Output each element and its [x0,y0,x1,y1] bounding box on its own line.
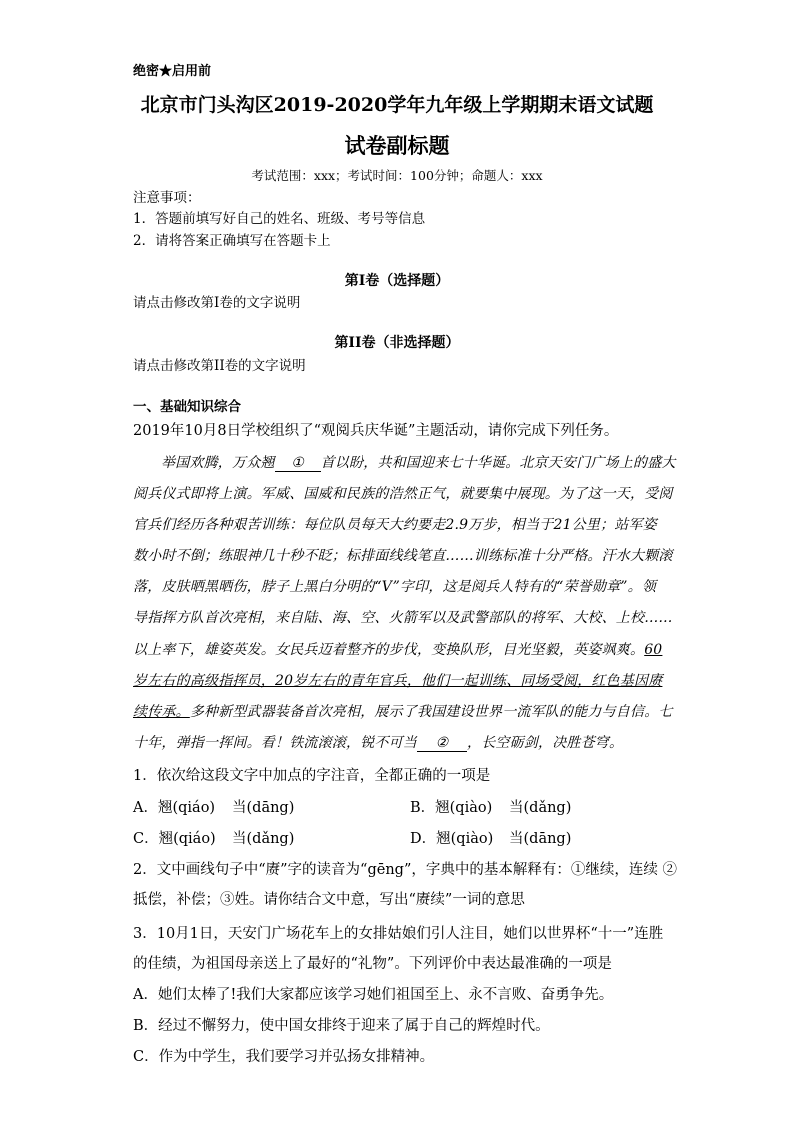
passage-line-8-underlined: 岁左右的高级指挥员，20岁左右的青年官兵，他们一起训练、同场受阅，红色基因赓 [133,673,663,689]
passage-line-7 [133,639,662,659]
passage-line-10 [133,732,623,752]
passage-line-4: 数小时不倒；练眼神几十秒不眨；标排面线线笔直……训练标准十分严格。汗水大颗滚 [133,548,673,564]
q1-option-c-2: 当(dǎng) [232,831,295,847]
part2-title: 第II卷（非选择题） [334,335,460,351]
part1-title: 第I卷（选择题） [344,273,450,289]
q1-option-c-1[interactable]: C．翘(qiáo) [133,831,216,847]
underlined-sentence: 60 [644,642,663,658]
passage-line-1 [161,452,676,472]
part1-description[interactable]: 请点击修改第I卷的文字说明 [133,295,301,311]
q3-option-a[interactable]: A．她们太棒了!我们大家都应该学习她们祖国至上、永不言败、奋勇争先。 [133,987,614,1003]
q1-option-d-2: 当(dāng) [509,831,572,847]
passage-line-6: 导指挥方队首次亮相，来自陆、海、空、火箭军以及武警部队的将军、大校、上校…… [133,610,673,626]
q3-option-b[interactable]: B．经过不懈努力，使中国女排终于迎来了属于自己的辉煌时代。 [133,1018,550,1034]
q1-option-b-1[interactable]: B．翘(qiào) [410,800,493,816]
passage-text: ，长空砺剑，决胜苍穹。 [467,735,624,751]
passage-text: 首以盼，共和国迎来七十华诞。北京天安门广场上的盛大 [320,455,676,471]
confidential-label: 绝密★启用前 [133,64,212,79]
q1-stem: 1．依次给这段文字中加点的字注音，全都正确的一项是 [133,768,491,784]
passage-text: 以上率下，雄姿英发。女民兵迈着整齐的步伐，变换队形，目光坚毅，英姿飒爽。 [133,642,645,658]
passage-text: 举国欢腾，万众翘 [161,455,275,471]
q1-option-d-1[interactable]: D．翘(qiào) [410,831,494,847]
passage-text: 十年，弹指一挥间。看！铁流滚滚，锐不可当 [133,735,417,751]
section1-intro: 2019年10月8日学校组织了“观阅兵庆华诞”主题活动，请你完成下列任务。 [133,423,619,439]
q2-line-2: 抵偿，补偿；③姓。请你结合文中意，写出“赓续”一词的意思 [133,892,525,908]
exam-subtitle: 试卷副标题 [344,133,450,158]
section1-heading: 一、基础知识综合 [133,399,241,415]
exam-info: 考试范围：xxx；考试时间：100分钟；命题人：xxx [251,168,543,183]
passage-line-5: 落，皮肤晒黑晒伤，脖子上黑白分明的“V”字印，这是阅兵人特有的“荣誉勋章”。领 [133,579,657,595]
q3-line-1: 3．10月1日，天安门广场花车上的女排姑娘们引人注目，她们以世界杯“十一”连胜 [133,926,664,942]
q1-option-a-1[interactable]: A．翘(qiáo) [133,800,216,816]
q3-line-2: 的佳绩，为祖国母亲送上了最好的“礼物”。下列评价中表达最准确的一项是 [133,956,612,972]
notice-item-2: 2．请将答案正确填写在答题卡上 [133,233,331,249]
passage-line-9 [133,701,673,721]
passage-line-2: 阅兵仪式即将上演。军威、国威和民族的浩然正气，就要集中展现。为了这一天，受阅 [133,486,673,502]
blank-2: ② [417,735,467,752]
notice-heading: 注意事项： [133,190,201,206]
notice-item-1: 1．答题前填写好自己的姓名、班级、考号等信息 [133,211,426,227]
passage-line-3: 官兵们经历各种艰苦训练：每位队员每天大约要走2.9万步，相当于21公里；站军姿 [133,517,657,533]
underlined-sentence: 续传承。 [133,704,190,720]
passage-text: 多种新型武器装备首次亮相，展示了我国建设世界一流军队的能力与自信。七 [189,704,673,720]
q1-option-a-2: 当(dāng) [232,800,295,816]
blank-1: ① [275,455,321,472]
part2-description[interactable]: 请点击修改第II卷的文字说明 [133,358,306,374]
q1-option-b-2: 当(dǎng) [509,800,572,816]
exam-title: 北京市门头沟区2019-2020学年九年级上学期期末语文试题 [140,94,654,116]
q2-line-1: 2．文中画线句子中“赓”字的读音为“gēng”，字典中的基本解释有：①继续，连续 ② [133,862,677,878]
q3-option-c[interactable]: C．作为中学生，我们要学习并弘扬女排精神。 [133,1049,435,1065]
